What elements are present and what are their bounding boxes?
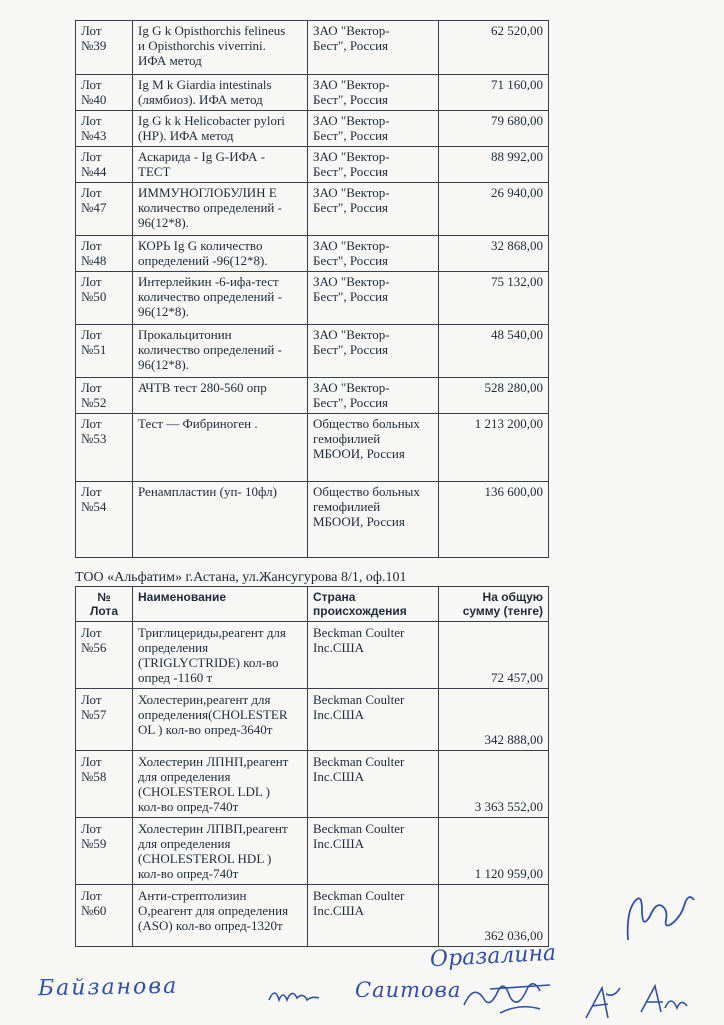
- table-row: [76, 272, 549, 325]
- header-name: Наименование: [133, 587, 308, 622]
- lot-cell: Лот №50: [76, 272, 133, 325]
- sum-cell: 72 457,00: [439, 622, 549, 689]
- name-cell: КОРЬ Ig G количество определений -96(12*8).: [133, 236, 308, 272]
- signature-mark-4: [635, 980, 695, 1020]
- table-row: [76, 111, 549, 147]
- table-row: [76, 75, 549, 111]
- signature-baizanova: Байзанова: [37, 973, 179, 1002]
- origin-cell: Общество больных гемофилией МБООИ, Россия: [308, 414, 439, 482]
- table-row: [76, 751, 549, 818]
- table-row: [76, 414, 549, 482]
- sum-cell: 88 992,00: [439, 147, 549, 183]
- sum-cell: 136 600,00: [439, 482, 549, 558]
- header-lot: № Лота: [76, 587, 133, 622]
- origin-cell: Beckman Coulter Inc.США: [308, 622, 439, 689]
- lot-cell: Лот №58: [76, 751, 133, 818]
- table-row: [76, 482, 549, 558]
- table-row: [76, 378, 549, 414]
- table-row: [76, 818, 549, 885]
- origin-cell: Beckman Coulter Inc.США: [308, 818, 439, 885]
- name-cell: Интерлейкин -6-ифа-тест количество определений - 96(12*8).: [133, 272, 308, 325]
- signature-initials-1: [265, 980, 325, 1010]
- sum-cell: 26 940,00: [439, 183, 549, 236]
- origin-cell: Beckman Coulter Inc.США: [308, 751, 439, 818]
- sum-cell: 32 868,00: [439, 236, 549, 272]
- sum-cell: 48 540,00: [439, 325, 549, 378]
- name-cell: Холестерин,реагент для определения(CHOLESTER OL ) кол-во опред-3640т: [133, 689, 308, 751]
- origin-cell: ЗАО "Вектор- Бест", Россия: [308, 75, 439, 111]
- lot-cell: Лот №52: [76, 378, 133, 414]
- lot-cell: Лот №56: [76, 622, 133, 689]
- name-cell: Анти-стрептолизин О,реагент для определения (ASO) кол-во опред-1320т: [133, 885, 308, 947]
- sum-cell: 62 520,00: [439, 21, 549, 75]
- origin-cell: Beckman Coulter Inc.США: [308, 689, 439, 751]
- table-row: [76, 21, 549, 75]
- origin-cell: ЗАО "Вектор- Бест", Россия: [308, 272, 439, 325]
- origin-cell: ЗАО "Вектор- Бест", Россия: [308, 21, 439, 75]
- signature-mark-2: [460, 975, 580, 1020]
- lot-cell: Лот №39: [76, 21, 133, 75]
- origin-cell: ЗАО "Вектор- Бест", Россия: [308, 183, 439, 236]
- name-cell: Ig M k Giardia intestinals (лямбиоз). ИФА метод: [133, 75, 308, 111]
- lot-cell: Лот №47: [76, 183, 133, 236]
- table-row: [76, 236, 549, 272]
- origin-cell: Beckman Coulter Inc.США: [308, 885, 439, 947]
- table-row: [76, 147, 549, 183]
- name-cell: Прокальцитонин количество определений - 96(12*8).: [133, 325, 308, 378]
- origin-cell: Общество больных гемофилией МБООИ, Россия: [308, 482, 439, 558]
- lot-cell: Лот №59: [76, 818, 133, 885]
- name-cell: АЧТВ тест 280-560 опр: [133, 378, 308, 414]
- table-row: [76, 885, 549, 947]
- name-cell: ИММУНОГЛОБУЛИН Е количество определений - 96(12*8).: [133, 183, 308, 236]
- origin-cell: ЗАО "Вектор- Бест", Россия: [308, 378, 439, 414]
- lot-cell: Лот №40: [76, 75, 133, 111]
- signature-saitova: Саитова: [355, 978, 462, 1002]
- lot-cell: Лот №57: [76, 689, 133, 751]
- sum-cell: 362 036,00: [439, 885, 549, 947]
- origin-cell: ЗАО "Вектор- Бест", Россия: [308, 147, 439, 183]
- lot-cell: Лот №53: [76, 414, 133, 482]
- name-cell: Аскарида - Ig G-ИФА - ТЕСТ: [133, 147, 308, 183]
- signature-mark-3: [580, 980, 630, 1025]
- origin-cell: ЗАО "Вектор- Бест", Россия: [308, 325, 439, 378]
- table-row: [76, 622, 549, 689]
- table-row: [76, 325, 549, 378]
- name-cell: Холестерин ЛПВП,реагент для определения (CHOLESTEROL HDL ) кол-во опред-740т: [133, 818, 308, 885]
- table-row: [76, 183, 549, 236]
- sum-cell: 1 213 200,00: [439, 414, 549, 482]
- name-cell: Ренампластин (уп- 10фл): [133, 482, 308, 558]
- name-cell: Тест — Фибриноген .: [133, 414, 308, 482]
- company-line: ТОО «Альфатим» г.Астана, ул.Жансугурова 8/1, оф.101: [75, 570, 407, 585]
- lot-cell: Лот №54: [76, 482, 133, 558]
- lot-cell: Лот №60: [76, 885, 133, 947]
- name-cell: Ig G k Opisthorchis felineus и Opisthorchis viverrini. ИФА метод: [133, 21, 308, 75]
- lot-cell: Лот №44: [76, 147, 133, 183]
- signature-orazalina: Оразалина: [429, 940, 557, 973]
- header-origin: Страна происхождения: [308, 587, 439, 622]
- sum-cell: 528 280,00: [439, 378, 549, 414]
- name-cell: Холестерин ЛПНП,реагент для определения (CHOLESTEROL LDL ) кол-во опред-740т: [133, 751, 308, 818]
- lot-cell: Лот №51: [76, 325, 133, 378]
- margin-signature: [620, 880, 700, 950]
- sum-cell: 71 160,00: [439, 75, 549, 111]
- origin-cell: ЗАО "Вектор- Бест", Россия: [308, 236, 439, 272]
- lot-cell: Лот №43: [76, 111, 133, 147]
- sum-cell: 342 888,00: [439, 689, 549, 751]
- origin-cell: ЗАО "Вектор- Бест", Россия: [308, 111, 439, 147]
- header-sum: На общую сумму (тенге): [439, 587, 549, 622]
- name-cell: Триглицериды,реагент для определения (TRIGLYCTRIDE) кол-во опред -1160 т: [133, 622, 308, 689]
- table-row: [76, 689, 549, 751]
- sum-cell: 3 363 552,00: [439, 751, 549, 818]
- sum-cell: 79 680,00: [439, 111, 549, 147]
- lots-table-1: [75, 20, 549, 558]
- sum-cell: 75 132,00: [439, 272, 549, 325]
- lots-table-2: [75, 586, 549, 947]
- lot-cell: Лот №48: [76, 236, 133, 272]
- name-cell: Ig G k k Helicobacter pylori (HP). ИФА метод: [133, 111, 308, 147]
- table-header-row: [76, 587, 549, 622]
- sum-cell: 1 120 959,00: [439, 818, 549, 885]
